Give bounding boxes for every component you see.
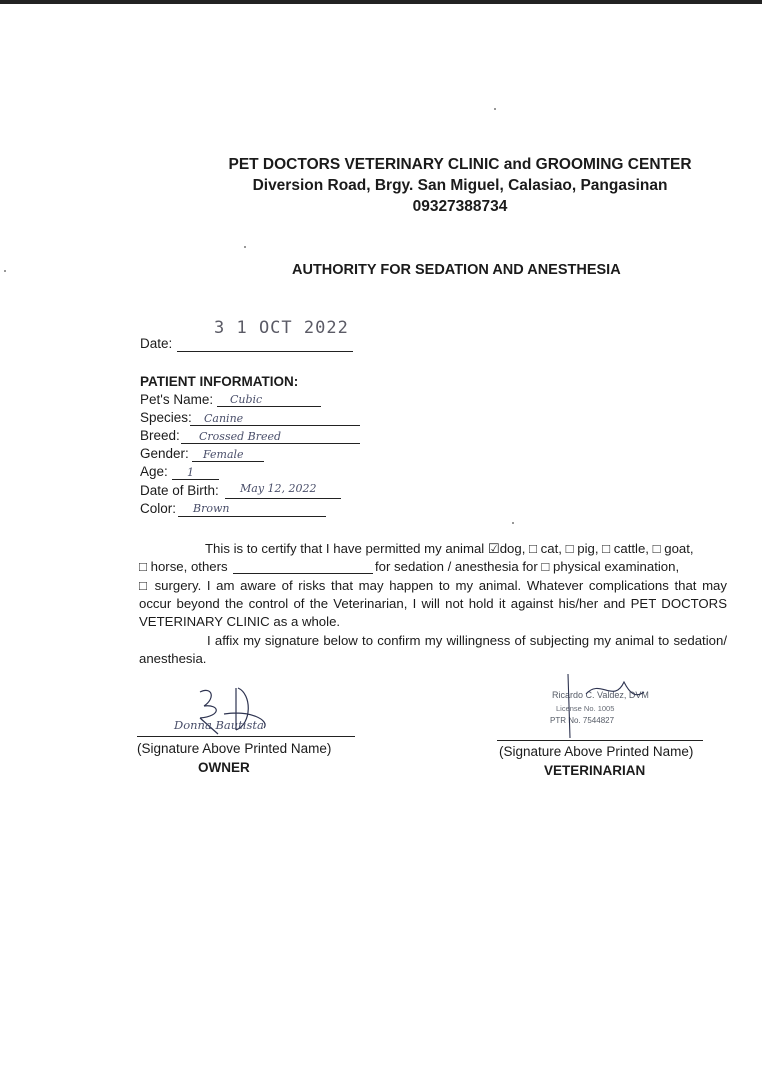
dob-value: May 12, 2022	[240, 482, 317, 495]
scan-speck	[4, 270, 6, 272]
clinic-address: Diversion Road, Brgy. San Miguel, Calasiao, Pangasinan	[252, 177, 668, 194]
form-title: AUTHORITY FOR SEDATION AND ANESTHESIA	[292, 262, 621, 278]
species-label: Species:	[140, 410, 192, 425]
dob-label: Date of Birth:	[140, 483, 219, 498]
owner-role: OWNER	[198, 760, 250, 775]
vet-sig-label: (Signature Above Printed Name)	[499, 744, 694, 759]
breed-label: Breed:	[140, 428, 180, 443]
certify-line-2b: for sedation / anesthesia for □ physical examination,	[375, 559, 680, 574]
owner-sig-line	[137, 736, 355, 737]
color-line	[178, 516, 326, 517]
certify-paragraph: □ surgery. I am aware of risks that may happen to my animal. Whatever complications that may occur beyond the control of the Veterinarian, I will not hold it against his/her and PET DOCTORS VETERINARY CLINIC as a whole.	[139, 578, 727, 629]
pet-name-label: Pet's Name:	[140, 392, 214, 407]
affix-paragraph: I affix my signature below to confirm my willingness of subjecting my animal to sedation/ anesthesia.	[139, 633, 727, 666]
clinic-name: PET DOCTORS VETERINARY CLINIC and GROOMING CENTER	[228, 156, 692, 173]
vet-signature	[540, 668, 660, 740]
gender-line	[192, 461, 264, 462]
pet-name-line	[217, 406, 321, 407]
color-label: Color:	[140, 501, 177, 516]
age-label: Age:	[140, 464, 168, 479]
certify-line-1: This is to certify that I have permitted my animal ☑dog, □ cat, □ pig, □ cattle, □ goat,	[205, 541, 694, 556]
patient-info-heading: PATIENT INFORMATION:	[140, 374, 299, 389]
date-line	[177, 351, 353, 352]
vet-stamp-ptr: PTR No. 7544827	[550, 716, 615, 725]
owner-handwritten-name: Donna Bautista	[174, 718, 264, 732]
age-line	[172, 479, 219, 480]
date-stamp: 3 1 OCT 2022	[214, 318, 349, 338]
gender-label: Gender:	[140, 446, 189, 461]
vet-role: VETERINARIAN	[544, 763, 646, 778]
breed-line	[181, 443, 360, 444]
color-value: Brown	[193, 502, 230, 515]
owner-sig-label: (Signature Above Printed Name)	[137, 741, 332, 756]
scan-top-edge	[0, 0, 762, 4]
species-line	[190, 425, 360, 426]
date-label: Date:	[140, 336, 173, 351]
age-value: 1	[187, 466, 194, 479]
vet-stamp-license: License No. 1005	[556, 704, 615, 713]
dob-line	[225, 498, 341, 499]
vet-sig-line	[497, 740, 703, 741]
breed-value: Crossed Breed	[199, 430, 282, 443]
clinic-phone: 09327388734	[412, 198, 508, 215]
scan-speck	[494, 108, 496, 110]
others-line	[233, 573, 373, 574]
species-value: Canine	[204, 412, 244, 425]
scan-speck	[244, 246, 246, 248]
scan-speck	[512, 522, 514, 524]
gender-value: Female	[203, 448, 244, 461]
certify-line-2a: □ horse, others	[139, 559, 228, 574]
pet-name-value: Cubic	[230, 393, 263, 406]
vet-stamp-name: Ricardo C. Valdez, DVM	[552, 690, 649, 700]
